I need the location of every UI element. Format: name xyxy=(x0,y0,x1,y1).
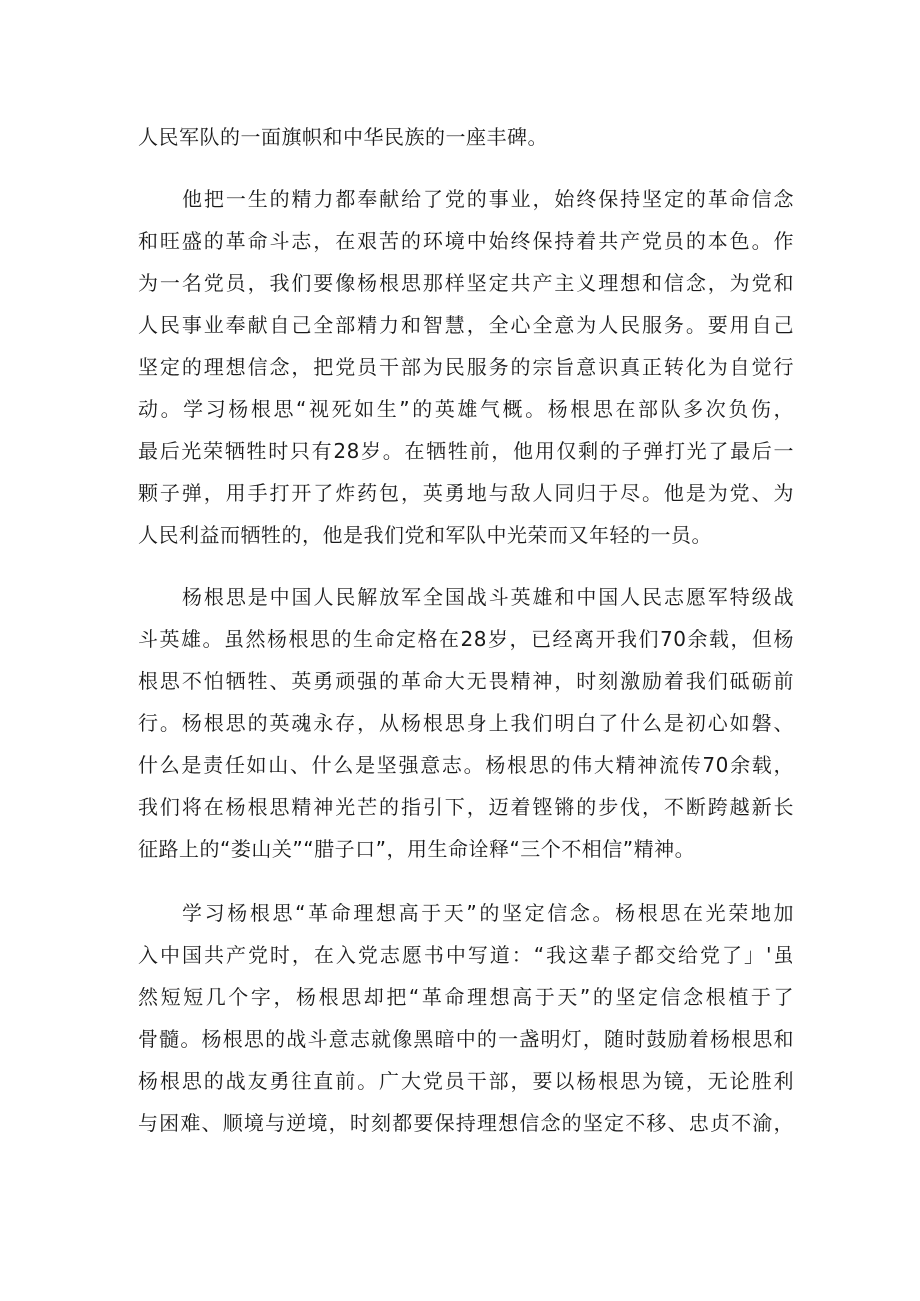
paragraph-4-line-2: 入中国共产党时，在入党志愿书中写道：“我这辈子都交给党了」'虽 xyxy=(138,943,794,967)
paragraph-2-line-7: 最后光荣牺牲时只有28岁。在牺牲前，他用仅剩的子弹打光了最后一 xyxy=(138,439,794,463)
paragraph-4-line-1: 学习杨根思“革命理想高于天”的坚定信念。杨根思在光荣地加 xyxy=(182,901,794,925)
paragraph-3-line-6: 我们将在杨根思精神光芒的指引下，迈着铿锵的步伐，不断跨越新长 xyxy=(138,795,794,819)
paragraph-2-line-8: 颗子弹，用手打开了炸药包，英勇地与敌人同归于尽。他是为党、为 xyxy=(138,481,794,505)
paragraph-2-line-1: 他把一生的精力都奉献给了党的事业，始终保持坚定的革命信念 xyxy=(182,187,794,211)
paragraph-3-line-4: 行。杨根思的英魂永存，从杨根思身上我们明白了什么是初心如磐、 xyxy=(138,711,794,735)
paragraph-1-line-1: 人民军队的一面旗帜和中华民族的一座丰碑。 xyxy=(138,125,548,149)
paragraph-3-line-1: 杨根思是中国人民解放军全国战斗英雄和中国人民志愿军特级战 xyxy=(182,585,794,609)
paragraph-2-line-6: 动。学习杨根思“视死如生”的英雄气概。杨根思在部队多次负伤， xyxy=(138,397,794,421)
paragraph-4-line-3: 然短短几个字，杨根思却把“革命理想高于天”的坚定信念根植于了 xyxy=(138,985,794,1009)
paragraph-3-line-3: 根思不怕牺牲、英勇顽强的革命大无畏精神，时刻激励着我们砥砺前 xyxy=(138,669,794,693)
paragraph-2-line-9: 人民利益而牺牲的，他是我们党和军队中光荣而又年轻的一员。 xyxy=(138,523,712,547)
paragraph-4-line-6: 与困难、顺境与逆境，时刻都要保持理想信念的坚定不移、忠贞不渝， xyxy=(138,1111,794,1135)
paragraph-3-line-2: 斗英雄。虽然杨根思的生命定格在28岁，已经离开我们70余载，但杨 xyxy=(138,627,794,651)
paragraph-4-line-5: 杨根思的战友勇往直前。广大党员干部，要以杨根思为镜，无论胜利 xyxy=(138,1069,794,1093)
paragraph-2-line-5: 坚定的理想信念，把党员干部为民服务的宗旨意识真正转化为自觉行 xyxy=(138,355,794,379)
paragraph-4-line-4: 骨髓。杨根思的战斗意志就像黑暗中的一盏明灯，随时鼓励着杨根思和 xyxy=(138,1027,794,1051)
paragraph-2-line-2: 和旺盛的革命斗志，在艰苦的环境中始终保持着共产党员的本色。作 xyxy=(138,229,794,253)
paragraph-2-line-3: 为一名党员，我们要像杨根思那样坚定共产主义理想和信念，为党和 xyxy=(138,271,794,295)
paragraph-3-line-5: 什么是责任如山、什么是坚强意志。杨根思的伟大精神流传70余载， xyxy=(138,753,794,777)
paragraph-2-line-4: 人民事业奉献自己全部精力和智慧，全心全意为人民服务。要用自己 xyxy=(138,313,794,337)
paragraph-3-line-7: 征路上的“娄山关”“腊子口”，用生命诠释“三个不相信”精神。 xyxy=(138,837,696,861)
